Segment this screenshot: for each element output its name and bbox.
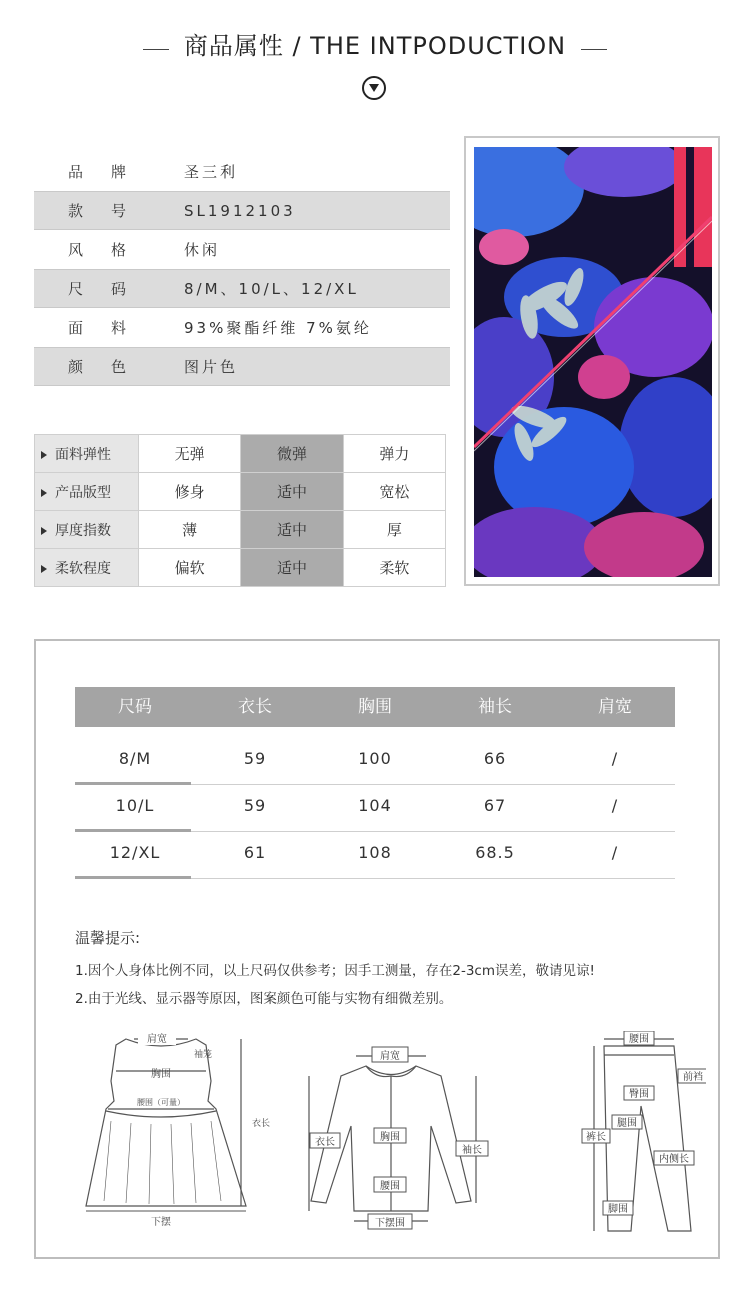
size-table-row [75, 739, 675, 785]
shirt-chest-label: 胸围 [380, 1132, 400, 1143]
measurement-diagrams [56, 1031, 706, 1241]
size-cell: 108 [358, 843, 392, 862]
attribute-key: 尺码 [68, 280, 155, 298]
attribute-value: 8/M、10/L、12/XL [184, 280, 359, 298]
triangle-right-icon [41, 527, 47, 535]
header-dash-left [143, 49, 169, 50]
attribute-key: 款号 [68, 202, 155, 220]
size-cell: / [611, 843, 619, 862]
size-cell: 104 [358, 796, 392, 815]
attribute-value: 休闲 [184, 240, 221, 259]
dress-shoulder-label: 肩宽 [147, 1034, 167, 1045]
shirt-sleeve-label: 袖长 [462, 1145, 482, 1156]
property-option-selected: 适中 [241, 511, 343, 549]
property-label: 柔软程度 [55, 560, 111, 577]
pants-inseam-label: 内侧长 [659, 1154, 689, 1165]
property-row-fit [35, 473, 446, 511]
attribute-value: SL1912103 [184, 201, 296, 220]
property-label: 厚度指数 [55, 522, 111, 539]
size-header-cell: 衣长 [238, 697, 272, 717]
tips-title: 温馨提示: [75, 929, 141, 947]
triangle-right-icon [41, 489, 47, 497]
section-header [0, 26, 750, 66]
tip-line-1: 1.因个人身体比例不同，以上尺码仅供参考；因手工测量，存在2-3cm误差，敬请见谅! [75, 963, 595, 979]
row-divider-accent [75, 782, 191, 785]
size-cell: 68.5 [475, 843, 515, 862]
attribute-value: 图片色 [184, 358, 239, 376]
property-grid [34, 434, 446, 587]
property-label-cell [35, 473, 139, 511]
dress-chest-label: 胸围 [151, 1069, 171, 1080]
dress-hem-label: 下摆 [151, 1217, 171, 1228]
attribute-key: 品牌 [68, 162, 155, 181]
attribute-row-style-no [34, 191, 450, 230]
size-header-cell: 肩宽 [598, 697, 632, 717]
size-header-cell: 袖长 [478, 697, 512, 717]
property-label-cell [35, 549, 139, 587]
size-cell: 59 [243, 796, 267, 815]
size-cell: 61 [243, 843, 267, 862]
triangle-right-icon [41, 451, 47, 459]
chevron-down-circle-icon [362, 76, 386, 100]
attribute-list [34, 152, 450, 386]
shirt-waist-label: 腰围 [380, 1181, 400, 1192]
pants-hip-label: 臀围 [629, 1089, 649, 1100]
property-label: 产品版型 [55, 484, 111, 501]
size-table-row [75, 833, 675, 879]
attribute-key: 面料 [68, 318, 155, 337]
size-header-cell: 胸围 [358, 697, 392, 717]
size-cell: 12/XL [109, 843, 161, 862]
shirt-shoulder-label: 肩宽 [380, 1051, 400, 1062]
property-option-selected: 微弹 [241, 435, 343, 473]
attribute-row-style [34, 230, 450, 269]
property-label-cell [35, 511, 139, 549]
pants-cuff-label: 脚围 [608, 1204, 628, 1215]
size-cell: 10/L [115, 796, 155, 815]
size-cell: 67 [483, 796, 507, 815]
size-cell: / [611, 796, 619, 815]
property-option: 宽松 [343, 473, 445, 511]
size-section [34, 639, 720, 1259]
size-header-cell: 尺码 [118, 697, 152, 717]
size-cell: 8/M [118, 749, 152, 768]
property-option-selected: 适中 [241, 549, 343, 587]
header-dash-right [581, 49, 607, 50]
property-row-softness [35, 549, 446, 587]
size-table-header [75, 687, 675, 727]
row-divider-accent [75, 829, 191, 832]
property-option: 弹力 [343, 435, 445, 473]
attribute-row-brand [34, 152, 450, 191]
size-cell: 66 [483, 749, 507, 768]
pants-length-label: 裤长 [586, 1132, 606, 1143]
attribute-row-color [34, 347, 450, 386]
property-option-selected: 适中 [241, 473, 343, 511]
fabric-photo [474, 147, 712, 577]
dress-sleeve-label: 袖笼 [194, 1050, 213, 1060]
tip-line-2: 2.由于光线、显示器等原因，图案颜色可能与实物有细微差别。 [75, 991, 453, 1007]
property-option: 偏软 [139, 549, 241, 587]
dress-waist-label: 腰围（可量） [137, 1098, 185, 1107]
property-option: 薄 [139, 511, 241, 549]
size-cell: 59 [243, 749, 267, 768]
pants-thigh-label: 腿围 [617, 1118, 637, 1129]
property-option: 厚 [343, 511, 445, 549]
shirt-length-label: 衣长 [315, 1137, 335, 1148]
attribute-value: 93%聚酯纤维 7%氨纶 [184, 318, 372, 337]
attribute-row-size [34, 269, 450, 308]
page-title: 商品属性 / THE INTPODUCTION [183, 32, 567, 60]
property-option: 修身 [139, 473, 241, 511]
dress-diagram [86, 1039, 246, 1211]
size-table-row [75, 786, 675, 832]
row-divider-accent [75, 876, 191, 879]
property-option: 无弹 [139, 435, 241, 473]
triangle-right-icon [41, 565, 47, 573]
property-option: 柔软 [343, 549, 445, 587]
attribute-key: 颜色 [68, 358, 155, 376]
attribute-row-fabric [34, 308, 450, 347]
property-row-thickness [35, 511, 446, 549]
size-cell: / [611, 749, 619, 768]
pants-rise-label: 前裆 [683, 1072, 703, 1083]
pants-waist-label: 腰围 [629, 1034, 649, 1045]
attribute-key: 风格 [68, 240, 155, 259]
dress-length-label: 衣长 [252, 1119, 271, 1129]
size-cell: 100 [358, 749, 392, 768]
shirt-hem-label: 下摆围 [375, 1218, 405, 1229]
property-label-cell [35, 435, 139, 473]
property-row-elasticity [35, 435, 446, 473]
product-photo-frame [464, 136, 720, 586]
attribute-value: 圣三利 [184, 162, 239, 181]
property-label: 面料弹性 [55, 446, 111, 463]
